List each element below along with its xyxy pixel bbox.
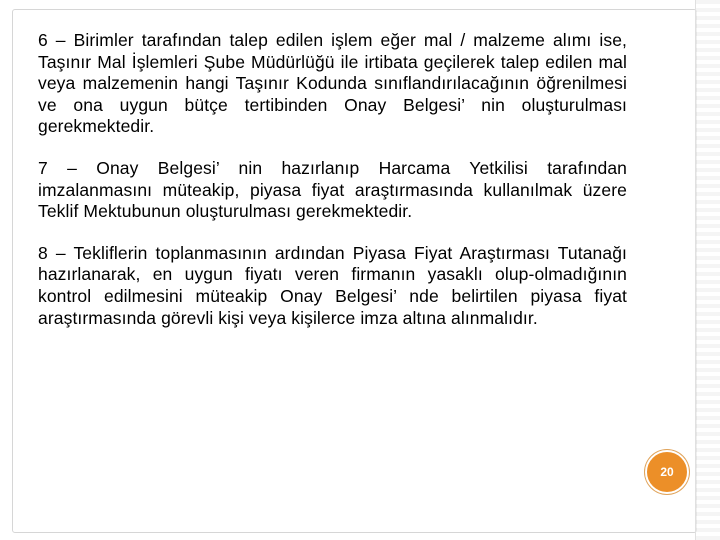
side-rail-divider (695, 0, 696, 540)
paragraph-item-6: 6 – Birimler tarafından talep edilen işlem eğer mal / malzeme alımı ise, Taşınır Mal İşlemleri Şube Müdürlüğü ile irtibata geçilerek talep edilen mal veya malzemenin hangi Taşınır Kodunda sınıflandırılacağının öğrenilmesi ve ona uygun bütçe tertibinden Onay Belgesi’ nin oluşturulması gerekmektedir. (38, 30, 627, 137)
slide-body (38, 30, 627, 329)
page-number-badge: 20 (645, 450, 689, 494)
decorative-side-rail (695, 0, 720, 540)
paragraph-item-7: 7 – Onay Belgesi’ nin hazırlanıp Harcama Yetkilisi tarafından imzalanmasını müteakip, piyasa fiyat araştırmasında kullanılmak üzere Teklif Mektubunun oluşturulması gerekmektedir. (38, 157, 627, 222)
paragraph-item-8: 8 – Tekliflerin toplanmasının ardından Piyasa Fiyat Araştırması Tutanağı hazırlanarak, en uygun fiyatı veren firmanın yasaklı olup-olmadığının kontrol edilmesini müteakip Onay Belgesi’ nde belirtilen piyasa fiyat araştırmasında görevli kişi veya kişilerce imza altına alınmalıdır. (38, 242, 627, 328)
